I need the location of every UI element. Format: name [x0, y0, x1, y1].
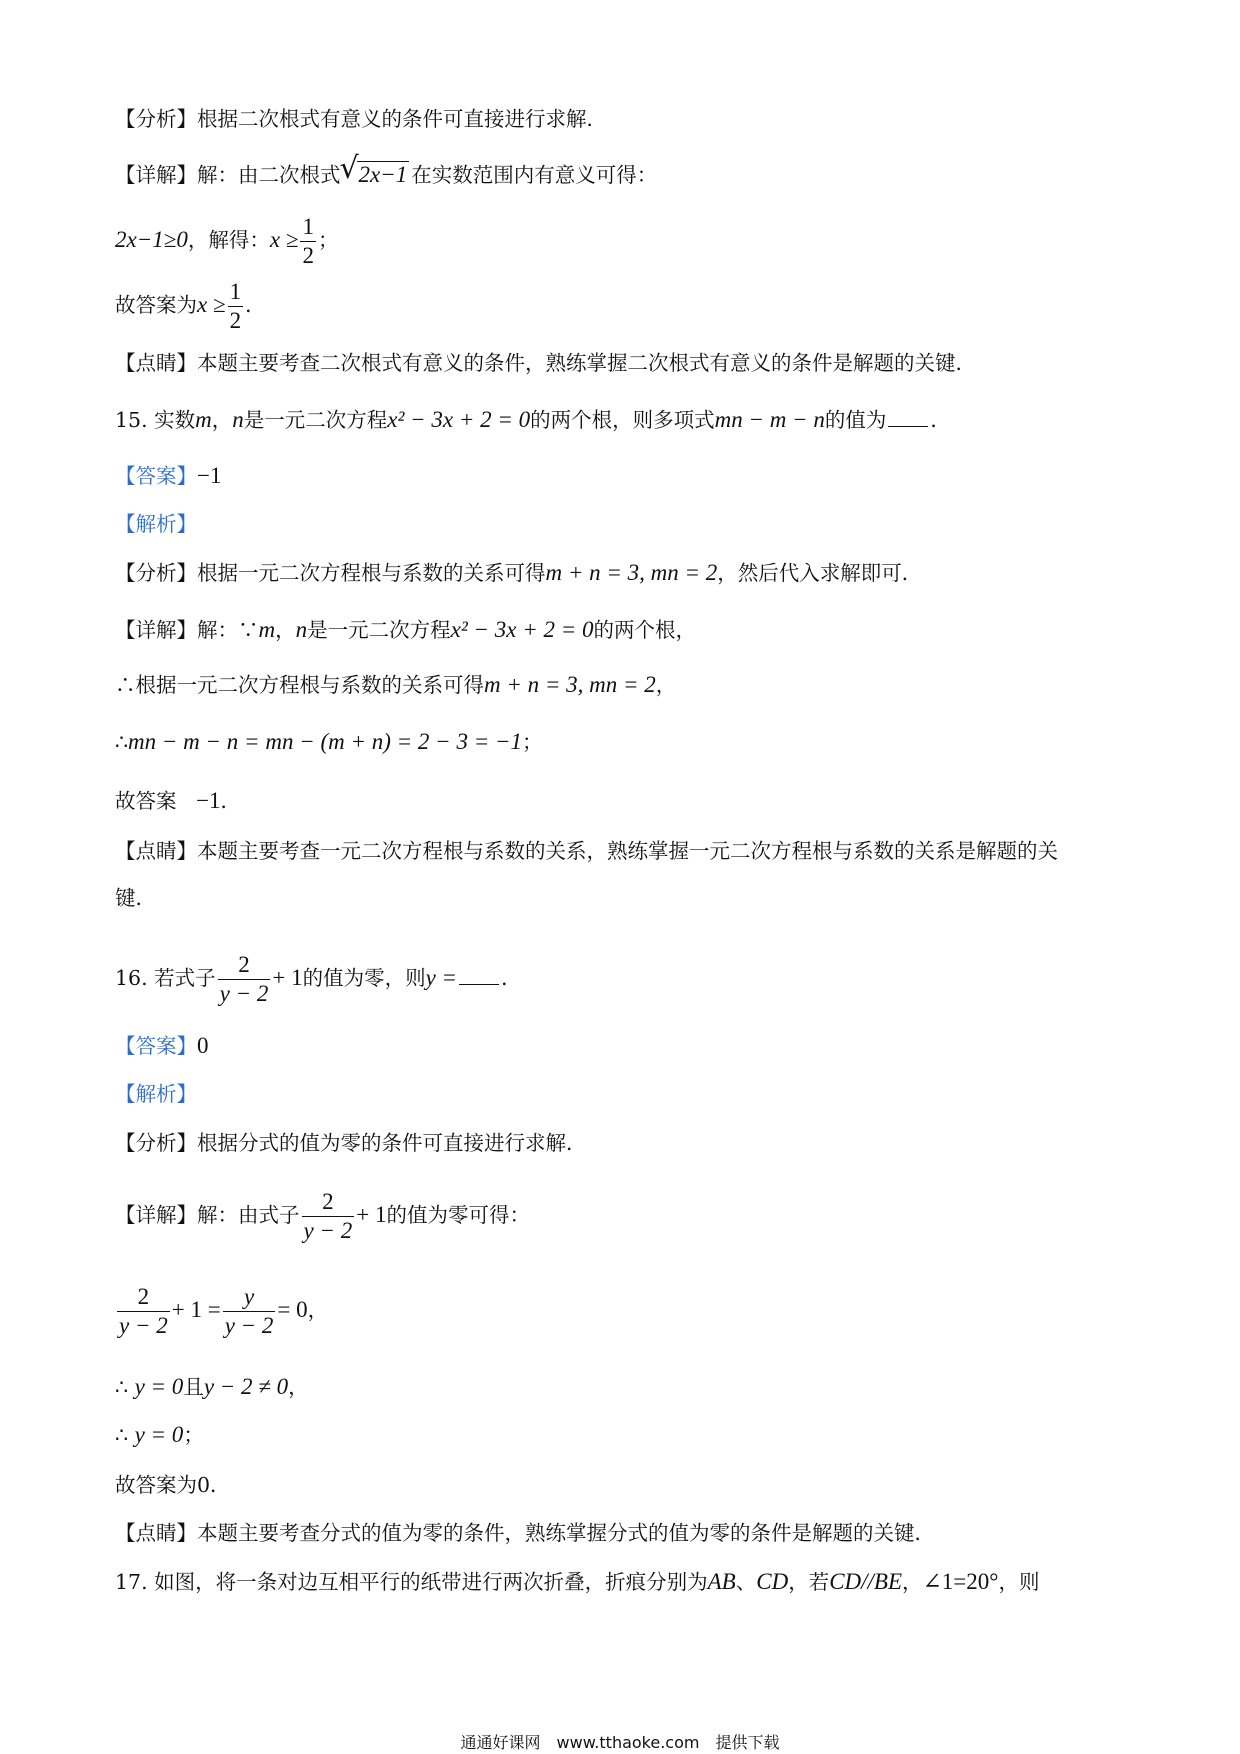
frac-num: 1 — [229, 279, 242, 304]
fraction-half-answer — [228, 278, 244, 335]
separator: 、 — [735, 1570, 757, 1594]
quadratic-equation: x² − 3x + 2 = 0 — [450, 617, 594, 642]
frac-den: y − 2 — [224, 1313, 274, 1338]
frac-num: 2 — [137, 1284, 150, 1309]
q14-answer — [115, 275, 266, 335]
q15-stem-b: 是一元二次方程 — [243, 408, 388, 432]
answer-blank — [459, 966, 499, 985]
q15-comment-1: 【点睛】本题主要考查一元二次方程根与系数的关系，熟练掌握一元二次方程根与系数的关系是解题的关 — [115, 839, 1058, 863]
semicolon: ； — [183, 1423, 204, 1447]
period: ． — [220, 789, 242, 813]
q16-jiexi: 【解析】 — [115, 1082, 197, 1106]
q15-jiexi: 【解析】 — [115, 512, 197, 536]
polynomial: mn − m − n — [714, 407, 825, 432]
var-n: n — [295, 617, 308, 642]
x-ge: x ≥ — [269, 227, 299, 252]
q15-comment-2: 键． — [115, 886, 156, 910]
segment-ab: AB — [707, 1569, 736, 1594]
q14-detail-text: 【详解】解：由二次根式 — [115, 163, 341, 187]
var-n: n — [232, 407, 244, 432]
frac-num: y — [243, 1284, 255, 1309]
d1-a: 【详解】解：∵ — [115, 618, 259, 642]
d2-a: ∴根据一元二次方程根与系数的关系可得 — [115, 673, 484, 697]
segment-cd: CD — [756, 1569, 789, 1594]
q16-step-1 — [115, 1372, 309, 1402]
q17-stem-c: ，则 — [998, 1570, 1040, 1594]
q15-stem — [115, 405, 951, 435]
q15-answer — [115, 461, 221, 491]
y-eq-zero: y = 0 — [134, 1374, 184, 1399]
frac-num: 2 — [238, 952, 250, 977]
q16-stem-a: 16. 若式子 — [115, 966, 216, 990]
semicolon: ； — [522, 730, 543, 754]
q16-answer — [115, 1031, 209, 1061]
y-eq: y = — [425, 965, 458, 990]
q15-final — [115, 786, 241, 816]
root-relation: m + n = 3, mn = 2 — [484, 672, 656, 697]
final-value: −1 — [196, 788, 221, 813]
frac-num: 1 — [302, 214, 314, 239]
q16-detail-a: 【详解】解：由式子 — [115, 1203, 300, 1227]
plus-one-equals: + 1 = — [171, 1297, 221, 1322]
q14-detail — [115, 160, 657, 190]
q15-detail-1 — [115, 615, 696, 645]
quadratic-equation: x² − 3x + 2 = 0 — [387, 407, 531, 432]
fraction-left — [117, 1283, 170, 1340]
q14-analysis: 【分析】根据二次根式有意义的条件可直接进行求解． — [115, 107, 607, 131]
frac-num: 2 — [322, 1189, 334, 1214]
comma: ， — [275, 618, 296, 642]
and: 且 — [183, 1375, 204, 1399]
comma: ， — [902, 1570, 923, 1594]
q16-stem — [115, 943, 522, 1013]
q17-stem-b: ，若 — [788, 1570, 830, 1594]
d1-b: 是一元二次方程 — [307, 618, 451, 642]
q15-analysis-b: ，然后代入求解即可． — [717, 561, 923, 585]
answer-blank — [888, 408, 928, 427]
plus-one: + 1 — [272, 965, 303, 990]
plus-one: + 1 — [356, 1202, 387, 1227]
q16-comment: 【点睛】本题主要考查分式的值为零的条件，熟练掌握分式的值为零的条件是解题的关键． — [115, 1521, 935, 1545]
q16-step-2 — [115, 1420, 204, 1450]
answer-tag: 【答案】 — [115, 1034, 197, 1058]
semicolon: ； — [317, 228, 339, 252]
frac-den: y − 2 — [119, 1313, 168, 1338]
frac-den: y − 2 — [219, 981, 269, 1006]
sqrt-expression — [343, 160, 410, 190]
therefore: ∴ — [115, 730, 129, 754]
q14-solve — [115, 210, 338, 270]
q17-stem-a: 17. 如图，将一条对边互相平行的纸带进行两次折叠，折痕分别为 — [115, 1570, 708, 1594]
d2-b: ， — [655, 673, 677, 697]
comma: ， — [307, 1298, 329, 1322]
y-eq-zero: y = 0 — [134, 1422, 184, 1447]
answer-tag: 【答案】 — [115, 464, 197, 488]
equals-zero: = 0 — [277, 1297, 308, 1322]
answer-value: 0 — [197, 1033, 209, 1058]
fraction-right — [223, 1283, 276, 1340]
q16-detail — [115, 1180, 530, 1250]
comma: ， — [211, 408, 233, 432]
frac-den: y − 2 — [303, 1218, 353, 1243]
fraction — [218, 951, 271, 1008]
parallel-relation: CD//BE — [829, 1569, 903, 1594]
q16-detail-b: 的值为零可得： — [386, 1203, 530, 1227]
solve-text: ，解得： — [187, 228, 270, 252]
page-footer: 通通好课网 www.tthaoke.com 提供下载 — [460, 1733, 780, 1752]
q15-stem-a: 15. 实数 — [115, 408, 196, 432]
y-neq: y − 2 ≠ 0 — [203, 1374, 289, 1399]
q16-final: 故答案为0． — [115, 1473, 231, 1497]
q16-stem-b: 的值为零，则 — [302, 966, 426, 990]
q15-analysis — [115, 558, 922, 588]
var-m: m — [258, 617, 276, 642]
period: ． — [501, 966, 522, 990]
radicand: 2x−1 — [358, 162, 408, 187]
fraction — [302, 1188, 355, 1245]
therefore: ∴ — [115, 1375, 129, 1399]
frac-den: 2 — [302, 243, 314, 268]
therefore: ∴ — [115, 1423, 129, 1447]
q15-detail-3 — [115, 727, 543, 757]
period: ． — [245, 293, 266, 317]
inequality: 2x−1≥0 — [115, 227, 188, 252]
q15-stem-d: 的值为 — [824, 408, 887, 432]
q14-detail-text-2: 在实数范围内有意义可得： — [411, 163, 658, 187]
q15-stem-c: 的两个根，则多项式 — [530, 408, 715, 432]
calc-expression: mn − m − n = mn − (m + n) = 2 − 3 = −1 — [128, 729, 522, 754]
answer-value: −1 — [197, 463, 222, 488]
root-relation: m + n = 3, mn = 2 — [545, 560, 718, 585]
frac-den: 2 — [229, 308, 242, 333]
q16-analysis: 【分析】根据分式的值为零的条件可直接进行求解． — [115, 1131, 587, 1155]
q16-equation — [115, 1275, 328, 1345]
angle-1: ∠1=20° — [922, 1569, 999, 1594]
q14-comment: 【点睛】本题主要考查二次根式有意义的条件，熟练掌握二次根式有意义的条件是解题的关键． — [115, 351, 976, 375]
fraction-half — [300, 213, 316, 270]
q17-stem — [115, 1567, 1039, 1597]
q15-detail-2 — [115, 670, 676, 700]
final-prefix: 故答案 — [115, 789, 177, 813]
x-ge-answer: x ≥ — [197, 292, 226, 317]
q15-analysis-a: 【分析】根据一元二次方程根与系数的关系可得 — [115, 561, 546, 585]
period: ． — [930, 408, 951, 432]
d1-c: 的两个根， — [593, 618, 696, 642]
answer-prefix: 故答案为 — [115, 293, 197, 317]
var-m: m — [195, 407, 212, 432]
comma: ， — [288, 1375, 309, 1399]
